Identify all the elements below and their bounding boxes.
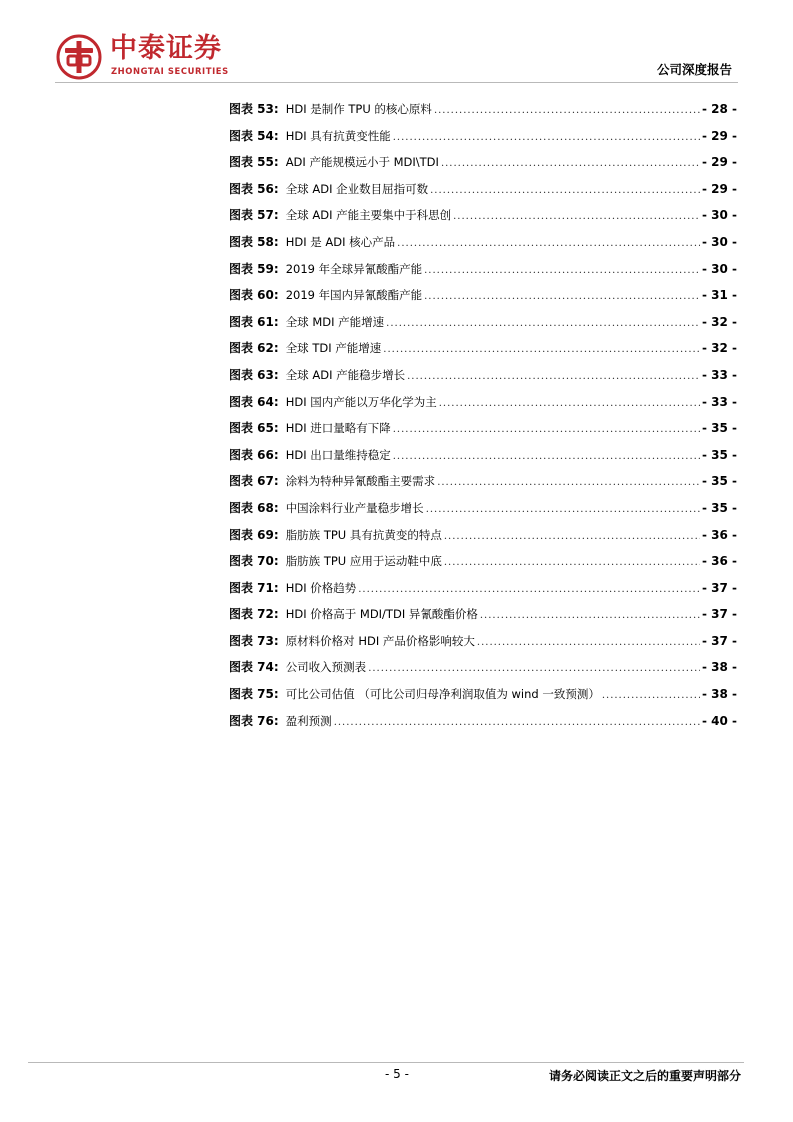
toc-entry-page: - 37 - — [701, 633, 737, 648]
toc-entry-label: 图表 71: — [229, 580, 279, 595]
toc-entry-leader-dots — [424, 291, 700, 302]
toc-entry-leader-dots — [386, 318, 700, 329]
header-divider — [55, 82, 738, 83]
toc-entry-page: - 36 - — [701, 554, 737, 569]
toc-entry[interactable] — [229, 499, 737, 526]
toc-entry-label: 图表 65: — [229, 421, 279, 436]
toc-entry-label: 图表 60: — [229, 288, 279, 303]
report-type: 公司深度报告 — [656, 62, 732, 77]
toc-entry-label: 图表 53: — [229, 102, 279, 116]
toc-entry-label: 图表 57: — [229, 208, 279, 223]
toc-entry-page: - 40 - — [701, 713, 737, 728]
page-header — [0, 0, 793, 90]
toc-entry-label: 图表 76: — [229, 713, 279, 728]
toc-entry-title: 可比公司估值 （可比公司归母净利润取值为 wind 一致预测） — [285, 687, 600, 702]
toc-entry-label: 图表 69: — [229, 527, 279, 542]
toc-entry-page: - 35 - — [701, 500, 737, 515]
toc-entry-leader-dots — [444, 531, 700, 542]
toc-entry-page: - 29 - — [701, 181, 737, 196]
toc-entry-label: 图表 58: — [229, 234, 279, 249]
toc-entry-title: HDI 进口量略有下降 — [285, 421, 391, 436]
toc-entry-title: HDI 价格高于 MDI/TDI 异氰酸酯价格 — [285, 607, 478, 622]
toc-entry-label: 图表 62: — [229, 341, 279, 356]
toc-entry-title: 全球 ADI 产能主要集中于科思创 — [285, 208, 452, 223]
toc-entry-leader-dots — [393, 451, 700, 462]
toc-entry-title: 中国涂料行业产量稳步增长 — [285, 500, 424, 515]
toc-entry[interactable] — [229, 366, 737, 393]
toc-entry[interactable] — [229, 233, 737, 260]
toc-entry-page: - 31 - — [701, 288, 737, 303]
toc-entry-leader-dots — [477, 637, 700, 648]
toc-entry-title: 全球 TDI 产能增速 — [285, 341, 382, 356]
toc-entry-title: HDI 是 ADI 核心产品 — [285, 234, 396, 249]
toc-entry-page: - 36 - — [701, 527, 737, 542]
toc-entry-label: 图表 70: — [229, 554, 279, 569]
toc-entry-title: 全球 MDI 产能增速 — [285, 314, 385, 329]
toc-entry-label: 图表 67: — [229, 474, 279, 489]
toc-entry[interactable] — [229, 658, 737, 685]
toc-entry-label: 图表 74: — [229, 660, 279, 675]
toc-entry-page: - 32 - — [701, 314, 737, 329]
toc-entry-title: 公司收入预测表 — [285, 660, 367, 675]
toc-entry[interactable] — [229, 605, 737, 632]
toc-entry-leader-dots — [439, 398, 700, 409]
toc-entry[interactable] — [229, 712, 737, 739]
toc-entry-page: - 35 - — [701, 447, 737, 462]
toc-entry[interactable] — [229, 260, 737, 287]
toc-entry-label: 图表 75: — [229, 687, 279, 702]
toc-entry[interactable] — [229, 419, 737, 446]
toc-entry-page: - 30 - — [701, 234, 737, 249]
brand-name-cn: 中泰证券 — [110, 33, 222, 64]
toc-entry-leader-dots — [397, 238, 700, 249]
toc-entry[interactable] — [229, 552, 737, 579]
toc-entry-page: - 37 - — [701, 580, 737, 595]
toc-entry-title: HDI 是制作 TPU 的核心原料 — [285, 102, 432, 116]
toc-entry-page: - 32 - — [701, 341, 737, 356]
toc-entry[interactable] — [229, 286, 737, 313]
toc-entry-label: 图表 55: — [229, 155, 279, 170]
toc-entry-label: 图表 56: — [229, 181, 279, 196]
footer-disclaimer: 请务必阅读正文之后的重要声明部分 — [548, 1069, 741, 1083]
toc-entry-page: - 28 - — [701, 102, 737, 116]
toc-entry-title: 脂肪族 TPU 具有抗黄变的特点 — [285, 527, 442, 542]
toc-entry-leader-dots — [334, 717, 700, 728]
toc-entry-title: 2019 年国内异氰酸酯产能 — [285, 288, 423, 303]
toc-entry[interactable] — [229, 313, 737, 340]
toc-entry-page: - 33 - — [701, 394, 737, 409]
toc-entry-leader-dots — [393, 424, 700, 435]
toc-entry-leader-dots — [480, 610, 700, 621]
toc-entry[interactable] — [229, 153, 737, 180]
toc-entry-label: 图表 64: — [229, 394, 279, 409]
toc-entry-title: HDI 价格趋势 — [285, 580, 357, 595]
toc-entry[interactable] — [229, 446, 737, 473]
toc-entry-page: - 35 - — [701, 474, 737, 489]
toc-entry-page: - 33 - — [701, 367, 737, 382]
toc-entry-leader-dots — [441, 158, 700, 169]
toc-entry-label: 图表 59: — [229, 261, 279, 276]
toc-entry-page: - 38 - — [701, 660, 737, 675]
toc-entry[interactable] — [229, 685, 737, 712]
toc-entry-leader-dots — [407, 371, 700, 382]
zhongtai-logo-icon — [56, 34, 102, 80]
toc-entry-title: 盈利预测 — [285, 713, 332, 728]
toc-entry-page: - 37 - — [701, 607, 737, 622]
toc-entry[interactable] — [229, 339, 737, 366]
toc-entry-leader-dots — [453, 211, 700, 222]
toc-entry-label: 图表 68: — [229, 500, 279, 515]
toc-entry-title: 脂肪族 TPU 应用于运动鞋中底 — [285, 554, 442, 569]
toc-entry[interactable] — [229, 100, 737, 127]
toc-entry-title: 涂料为特种异氰酸酯主要需求 — [285, 474, 436, 489]
toc-entry-page: - 29 - — [701, 128, 737, 143]
toc-entry[interactable] — [229, 180, 737, 207]
toc-entry-page: - 30 - — [701, 261, 737, 276]
toc-entry-label: 图表 73: — [229, 633, 279, 648]
toc-entry[interactable] — [229, 579, 737, 606]
toc-entry-leader-dots — [426, 504, 700, 515]
page-number: - 5 - — [385, 1067, 409, 1081]
toc-entry-page: - 30 - — [701, 208, 737, 223]
toc-entry-leader-dots — [444, 557, 700, 568]
toc-entry-leader-dots — [424, 265, 700, 276]
brand-name-en: ZHONGTAI SECURITIES — [111, 66, 229, 76]
toc-entry[interactable] — [229, 206, 737, 233]
toc-entry-label: 图表 66: — [229, 447, 279, 462]
toc-entry-title: ADI 产能规模远小于 MDI\TDI — [285, 155, 439, 170]
toc-entry-label: 图表 61: — [229, 314, 279, 329]
toc-entry[interactable] — [229, 393, 737, 420]
toc-entry-leader-dots — [368, 663, 700, 674]
toc-entry[interactable] — [229, 127, 737, 154]
toc-entry-label: 图表 54: — [229, 128, 279, 143]
toc-entry-title: 2019 年全球异氰酸酯产能 — [285, 261, 423, 276]
toc-entry-page: - 38 - — [701, 687, 737, 702]
toc-entry[interactable] — [229, 632, 737, 659]
toc-entry-label: 图表 63: — [229, 367, 279, 382]
toc-entry-title: HDI 出口量维持稳定 — [285, 447, 391, 462]
toc-entry[interactable] — [229, 472, 737, 499]
toc-entry-leader-dots — [383, 344, 700, 355]
toc-entry-label: 图表 72: — [229, 607, 279, 622]
toc-entry-leader-dots — [393, 132, 700, 143]
toc-entry-title: 全球 ADI 企业数目屈指可数 — [285, 181, 429, 196]
toc-entry-leader-dots — [602, 690, 700, 701]
toc-entry-title: 全球 ADI 产能稳步增长 — [285, 367, 406, 382]
toc-entry-title: HDI 具有抗黄变性能 — [285, 128, 391, 143]
footer-divider — [28, 1062, 744, 1063]
toc-entry-page: - 35 - — [701, 421, 737, 436]
toc-entry-leader-dots — [430, 185, 700, 196]
toc-entry-title: 原材料价格对 HDI 产品价格影响较大 — [285, 633, 475, 648]
toc-entry-leader-dots — [437, 477, 700, 488]
toc-entry-leader-dots — [358, 584, 700, 595]
toc-entry-title: HDI 国内产能以万华化学为主 — [285, 394, 437, 409]
toc-entry[interactable] — [229, 526, 737, 553]
table-of-figures — [229, 100, 737, 738]
toc-entry-page: - 29 - — [701, 155, 737, 170]
toc-entry-leader-dots — [434, 105, 700, 116]
